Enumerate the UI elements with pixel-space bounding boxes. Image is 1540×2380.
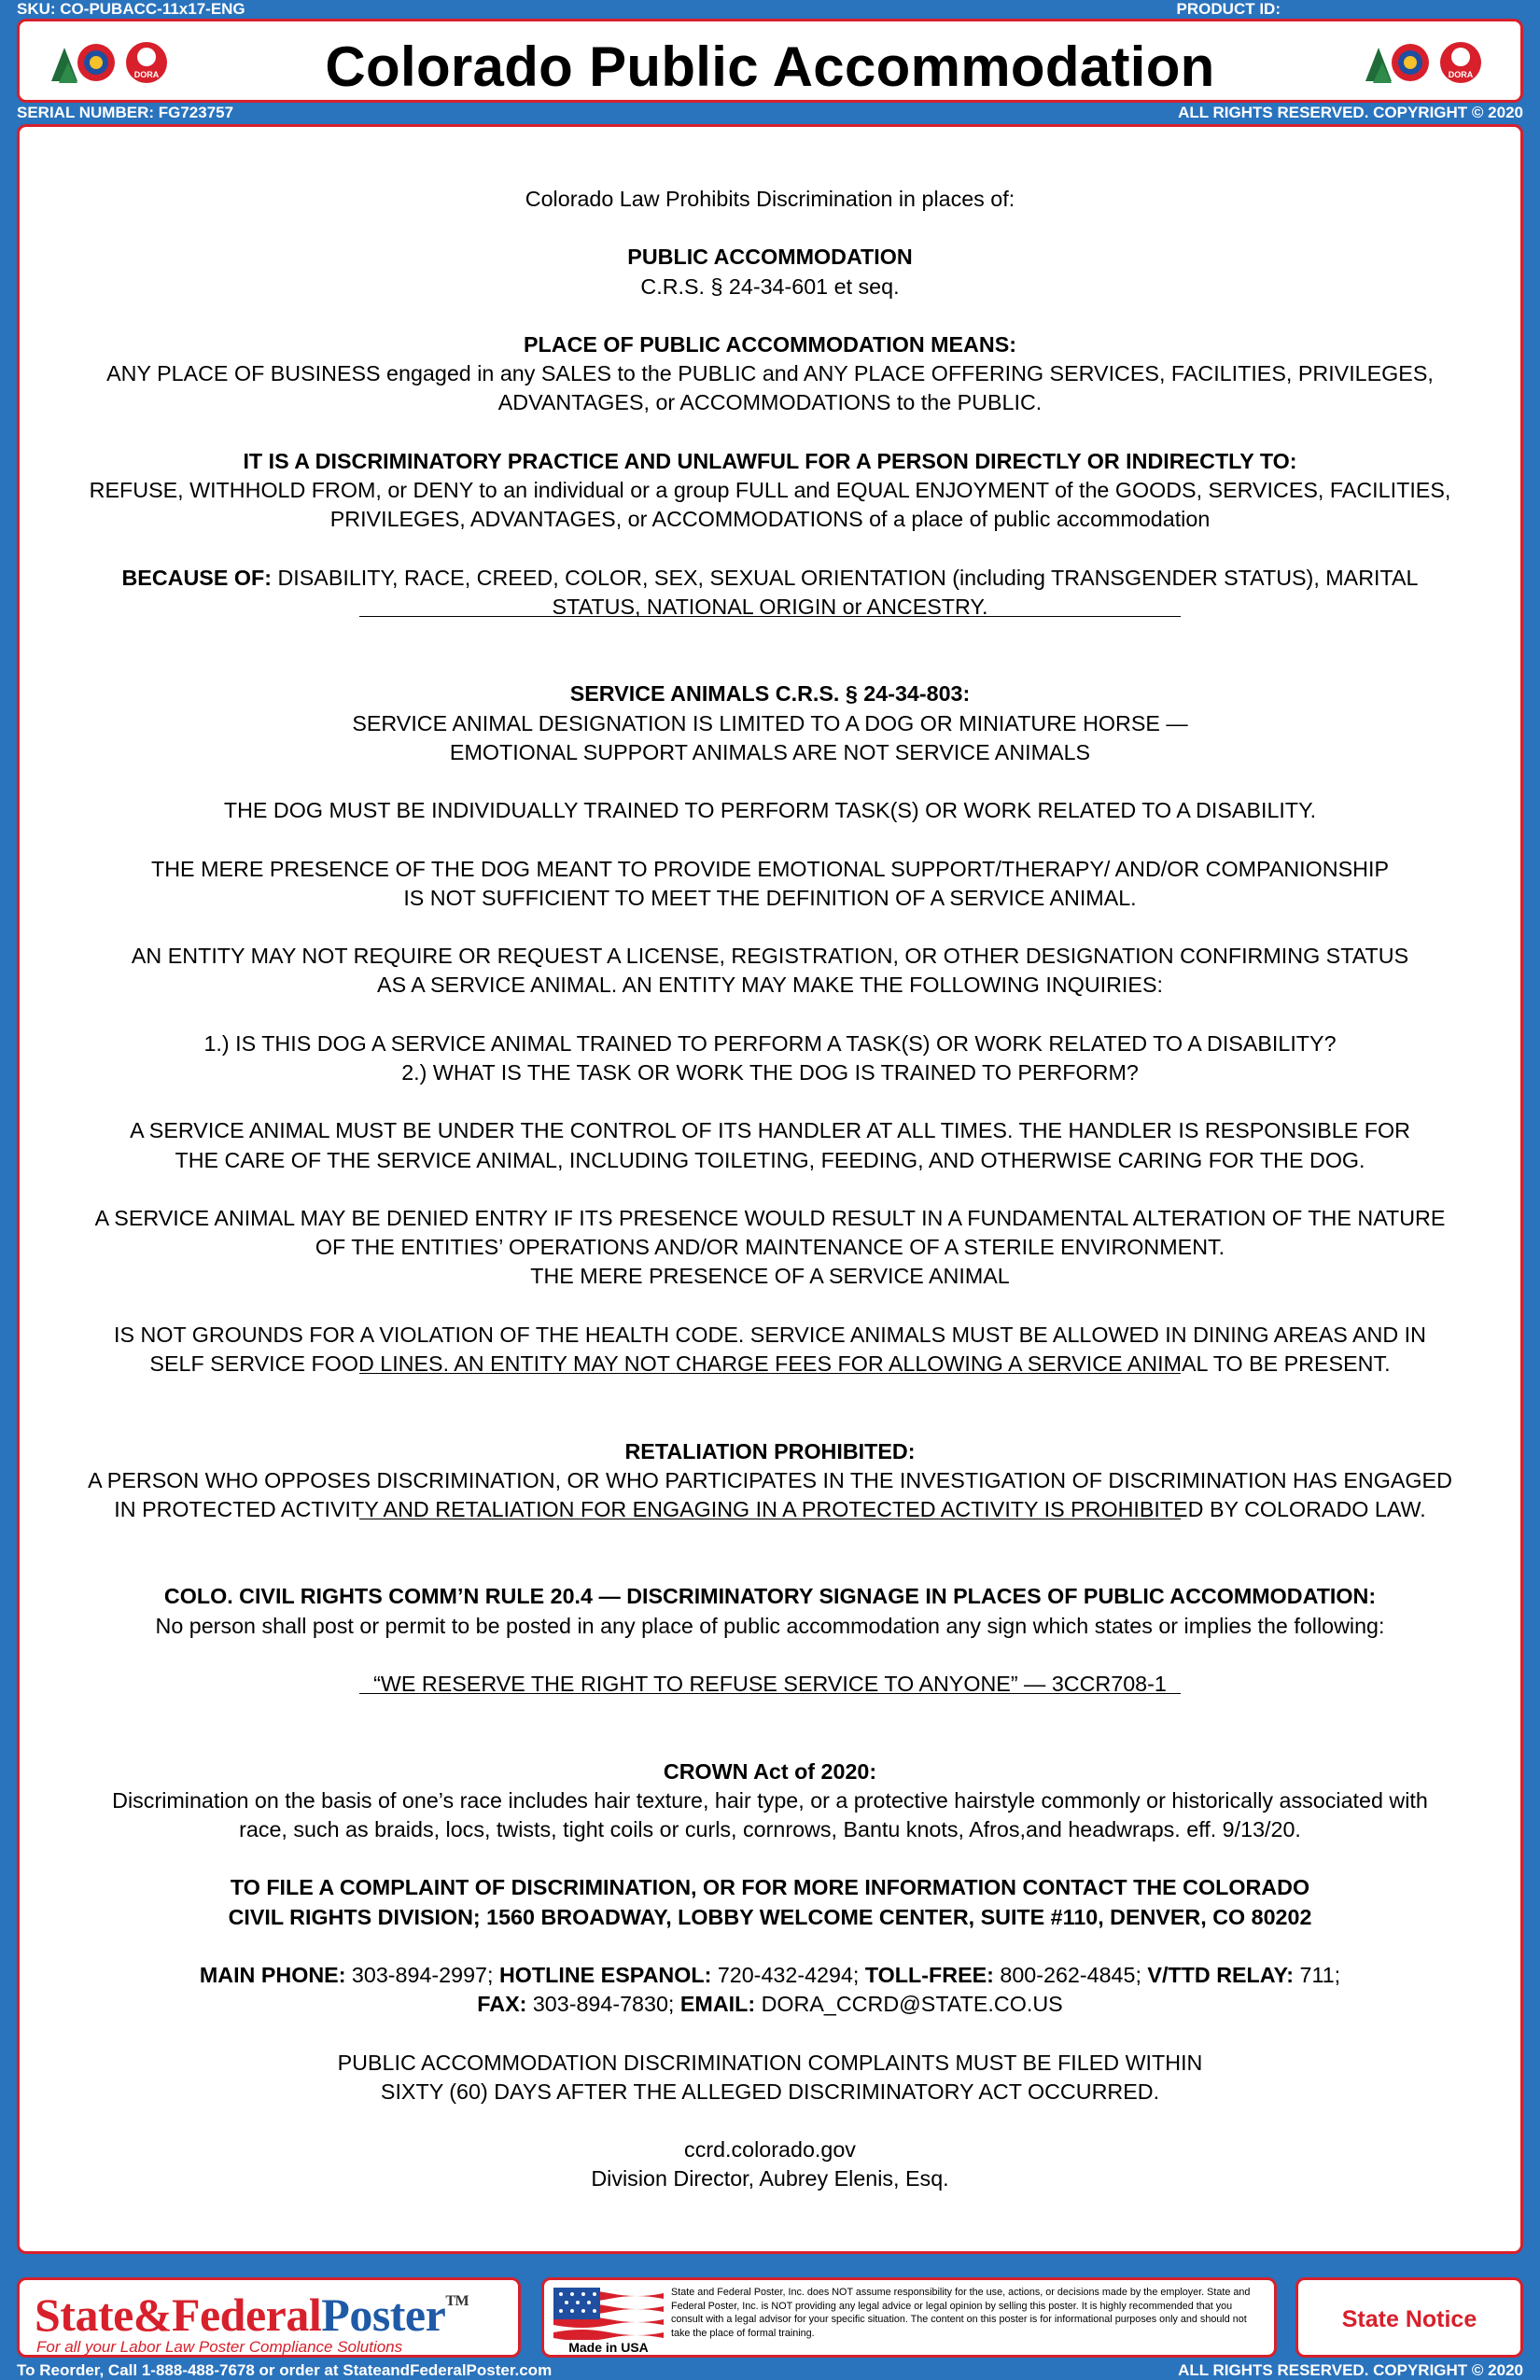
crown-line-2: race, such as braids, locs, twists, tight coils or curls, cornrows, Bantu knots, Afros,and headwraps. eff. 9/13/20. xyxy=(239,1817,1301,1842)
crown-title: CROWN Act of 2020: xyxy=(663,1758,877,1784)
pa-title: PUBLIC ACCOMMODATION xyxy=(627,245,913,270)
dora-text: DORA xyxy=(133,70,160,79)
sa-denied-line-1: A SERVICE ANIMAL MAY BE DENIED ENTRY IF ITS PRESENCE WOULD RESULT IN A FUNDAMENTAL ALTERATION OF THE NATURE xyxy=(94,1205,1446,1230)
sa-control-line-1: A SERVICE ANIMAL MUST BE UNDER THE CONTROL OF ITS HANDLER AT ALL TIMES. THE HANDLER IS RESPONSIBLE FOR xyxy=(130,1118,1410,1143)
unlawful-line-1: REFUSE, WITHHOLD FROM, or DENY to an individual or a group FULL and EQUAL ENJOYMENT of the GOODS, SERVICES, FACILITIES, xyxy=(89,477,1451,502)
sa-question-2: 2.) WHAT IS THE TASK OR WORK THE DOG IS TRAINED TO PERFORM? xyxy=(401,1059,1139,1085)
state-notice-label: State Notice xyxy=(1341,2306,1477,2332)
service-animals-title: SERVICE ANIMALS C.R.S. § 24-34-803: xyxy=(569,681,971,707)
sa-line-1: SERVICE ANIMAL DESIGNATION IS LIMITED TO A DOG OR MINIATURE HORSE — xyxy=(352,710,1188,735)
sku-label: SKU: CO-PUBACC-11x17-ENG xyxy=(17,0,245,18)
retaliation-line-1: A PERSON WHO OPPOSES DISCRIMINATION, OR WHO PARTICIPATES IN THE INVESTIGATION OF DISCRIMINATION HAS ENGAGED xyxy=(88,1467,1452,1492)
retaliation-line-2: IN PROTECTED ACTIVITY AND RETALIATION FOR ENGAGING IN A PROTECTED ACTIVITY IS PROHIBITED BY COLORADO LAW. xyxy=(114,1496,1426,1521)
sa-entity-line-1: AN ENTITY MAY NOT REQUIRE OR REQUEST A LICENSE, REGISTRATION, OR OTHER DESIGNATION CONFIRMING STATUS xyxy=(131,944,1409,969)
header-panel xyxy=(17,19,1523,103)
made-in-usa-label: Made in USA xyxy=(553,2340,664,2355)
sa-trained: THE DOG MUST BE INDIVIDUALLY TRAINED TO PERFORM TASK(S) OR WORK RELATED TO A DISABILITY. xyxy=(223,798,1317,823)
page-title: Colorado Public Accommodation xyxy=(325,35,1215,98)
brand-panel xyxy=(17,2277,521,2358)
brand-logo: State&FederalPoster™ xyxy=(35,2289,469,2341)
divider xyxy=(359,1373,1181,1374)
copyright-top: ALL RIGHTS RESERVED. COPYRIGHT © 2020 xyxy=(1178,104,1523,121)
director: Division Director, Aubrey Elenis, Esq. xyxy=(591,2166,949,2191)
means-title: PLACE OF PUBLIC ACCOMMODATION MEANS: xyxy=(523,331,1017,357)
file-line-2: CIVIL RIGHTS DIVISION; 1560 BROADWAY, LOBBY WELCOME CENTER, SUITE #110, DENVER, CO 80202 xyxy=(228,1904,1312,1929)
sa-health-line-2: SELF SERVICE FOOD LINES. AN ENTITY MAY NOT CHARGE FEES FOR ALLOWING A SERVICE ANIMAL TO BE PRESENT. xyxy=(149,1351,1391,1376)
website: ccrd.colorado.gov xyxy=(684,2137,856,2163)
colorado-dora-logo-icon xyxy=(1362,35,1492,91)
sa-denied-line-3: THE MERE PRESENCE OF A SERVICE ANIMAL xyxy=(530,1264,1010,1289)
file-line-1: TO FILE A COMPLAINT OF DISCRIMINATION, OR FOR MORE INFORMATION CONTACT THE COLORADO xyxy=(230,1875,1310,1900)
because-line-1: DISABILITY, RACE, CREED, COLOR, SEX, SEXUAL ORIENTATION (including TRANSGENDER STATUS), MARITAL xyxy=(271,565,1419,590)
crown-line-1: Discrimination on the basis of one’s race includes hair texture, hair type, or a protective hairstyle commonly or historically associated with xyxy=(112,1787,1428,1813)
retaliation-title: RETALIATION PROHIBITED: xyxy=(624,1438,916,1463)
divider xyxy=(359,616,1181,617)
deadline-line-1: PUBLIC ACCOMMODATION DISCRIMINATION COMPLAINTS MUST BE FILED WITHIN xyxy=(337,2050,1203,2075)
sa-denied-line-2: OF THE ENTITIES’ OPERATIONS AND/OR MAINTENANCE OF A STERILE ENVIRONMENT. xyxy=(315,1235,1225,1260)
brand-tagline: For all your Labor Law Poster Compliance Solutions xyxy=(36,2338,403,2356)
reorder-text: To Reorder, Call 1-888-488-7678 or order at StateandFederalPoster.com xyxy=(17,2361,553,2379)
disclaimer-panel xyxy=(541,2277,1277,2358)
sa-line-2: EMOTIONAL SUPPORT ANIMALS ARE NOT SERVICE ANIMALS xyxy=(449,739,1091,764)
sa-entity-line-2: AS A SERVICE ANIMAL. AN ENTITY MAY MAKE THE FOLLOWING INQUIRIES: xyxy=(377,973,1163,998)
sa-question-1: 1.) IS THIS DOG A SERVICE ANIMAL TRAINED TO PERFORM A TASK(S) OR WORK RELATED TO A DISABILITY? xyxy=(203,1030,1337,1056)
product-id-label: PRODUCT ID: xyxy=(1176,0,1281,18)
contacts-line-2: FAX: 303-894-7830; EMAIL: DORA_CCRD@STATE.CO.US xyxy=(477,1992,1063,2017)
unlawful-title: IT IS A DISCRIMINATORY PRACTICE AND UNLAWFUL FOR A PERSON DIRECTLY OR INDIRECTLY TO: xyxy=(243,448,1297,473)
pa-statute: C.R.S. § 24-34-601 et seq. xyxy=(640,273,900,299)
poster-body xyxy=(17,124,1523,2254)
rule-title: COLO. CIVIL RIGHTS COMM’N RULE 20.4 — DISCRIMINATORY SIGNAGE IN PLACES OF PUBLIC ACCOMMODATION: xyxy=(163,1584,1377,1609)
disclaimer-text: State and Federal Poster, Inc. does NOT assume responsibility for the use, actions, or decisions made by the employer. State and Federal Poster, Inc. is NOT providing any legal advice or legal opinion by selling this poster. It is highly recommended that you consult with a legal advisor for your specific situation. The content on this poster is for informational purposes only and should not take the place of formal training. xyxy=(671,2287,1251,2339)
intro-text: Colorado Law Prohibits Discrimination in places of: xyxy=(525,187,1015,211)
copyright-bottom: ALL RIGHTS RESERVED. COPYRIGHT © 2020 xyxy=(1178,2361,1523,2379)
state-notice-panel xyxy=(1295,2277,1523,2358)
sa-mere-line-2: IS NOT SUFFICIENT TO MEET THE DEFINITION OF A SERVICE ANIMAL. xyxy=(403,885,1137,910)
because-label: BECAUSE OF: xyxy=(121,565,272,590)
means-line-1: ANY PLACE OF BUSINESS engaged in any SALES to the PUBLIC and ANY PLACE OFFERING SERVICES, FACILITIES, PRIVILEGES, xyxy=(106,361,1434,386)
contacts-line-1: MAIN PHONE: 303-894-2997; HOTLINE ESPANOL: 720-432-4294; TOLL-FREE: 800-262-4845; V/TTD RELAY: 711; xyxy=(199,1963,1341,1988)
divider xyxy=(359,1693,1181,1694)
rule-quote: “WE RESERVE THE RIGHT TO REFUSE SERVICE TO ANYONE” — 3CCR708-1 xyxy=(373,1672,1167,1697)
sa-health-line-1: IS NOT GROUNDS FOR A VIOLATION OF THE HEALTH CODE. SERVICE ANIMALS MUST BE ALLOWED IN DINING AREAS AND IN xyxy=(114,1322,1426,1347)
sa-mere-line-1: THE MERE PRESENCE OF THE DOG MEANT TO PROVIDE EMOTIONAL SUPPORT/THERAPY/ AND/OR COMPANIONSHIP xyxy=(151,856,1389,881)
sa-control-line-2: THE CARE OF THE SERVICE ANIMAL, INCLUDING TOILETING, FEEDING, AND OTHERWISE CARING FOR THE DOG. xyxy=(175,1147,1365,1172)
means-line-2: ADVANTAGES, or ACCOMMODATIONS to the PUBLIC. xyxy=(497,390,1043,415)
rule-line-1: No person shall post or permit to be posted in any place of public accommodation any sign which states or implies the following: xyxy=(155,1613,1385,1638)
because-line-2: STATUS, NATIONAL ORIGIN or ANCESTRY. xyxy=(552,594,988,619)
unlawful-line-2: PRIVILEGES, ADVANTAGES, or ACCOMMODATIONS of a place of public accommodation xyxy=(329,507,1211,532)
serial-number: SERIAL NUMBER: FG723757 xyxy=(17,104,234,121)
deadline-line-2: SIXTY (60) DAYS AFTER THE ALLEGED DISCRIMINATORY ACT OCCURRED. xyxy=(380,2079,1160,2104)
dora-text: DORA xyxy=(1448,70,1474,79)
